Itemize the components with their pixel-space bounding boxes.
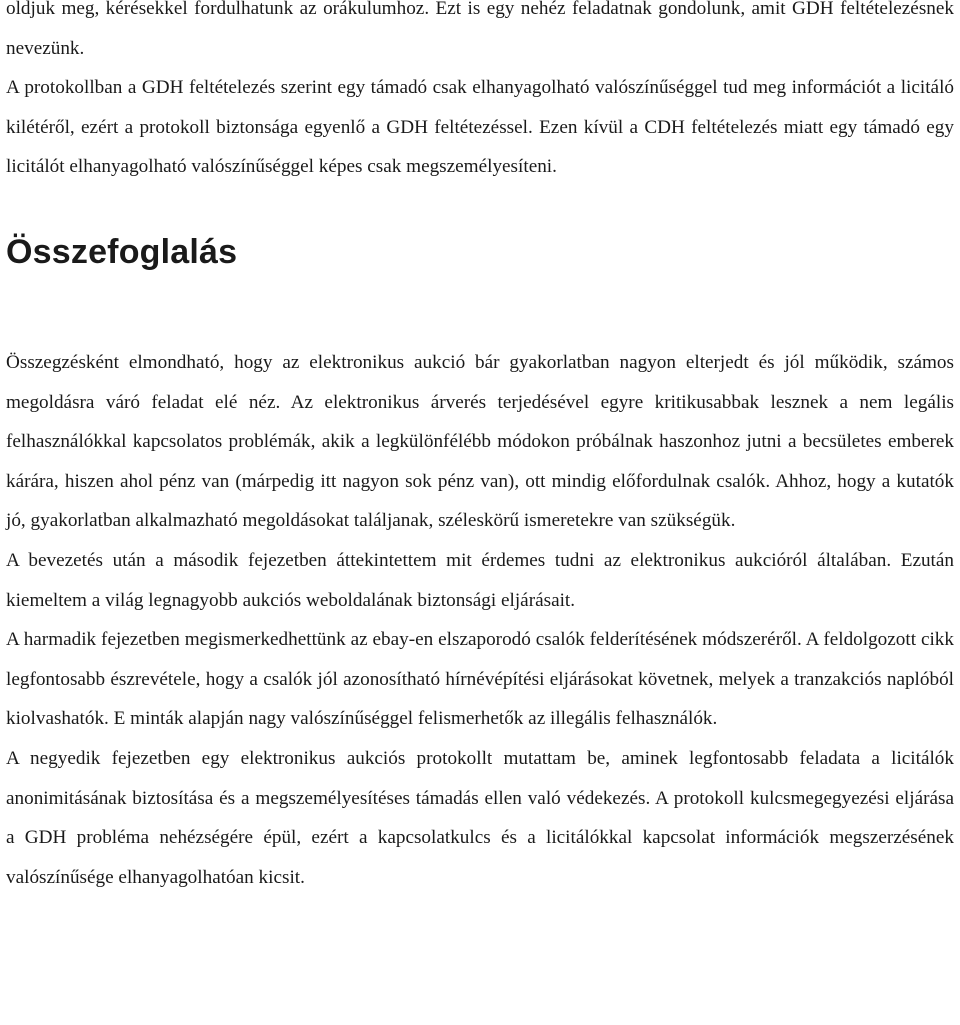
intro-paragraph-2: A protokollban a GDH feltételezés szerint egy támadó csak elhanyagolható valószínűséggel tud meg információt a licitáló kilétéről, ezért a protokoll biztonsága egyenlő a GDH feltétezéssel. Ezen kívül a CDH feltételezés miatt egy támadó egy licitálót elhanyagolható valószínűséggel képes csak megszemélyesíteni. xyxy=(6,77,954,178)
document-page xyxy=(6,0,954,897)
summary-paragraph-3: A harmadik fejezetben megismerkedhettünk az ebay-en elszaporodó csalók felderítésének módszeréről. A feldolgozott cikk legfontosabb észrevétele, hogy a csalók jól azonosítható hírnévépítési eljárásokat követnek, melyek a tranzakciós naplóból kiolvashatók. E minták alapján nagy valószínűséggel felismerhetők az illegális felhasználók. xyxy=(6,629,954,730)
section-title: Összefoglalás xyxy=(6,232,238,271)
intro-paragraph-1: oldjuk meg, kérésekkel fordulhatunk az orákulumhoz. Ezt is egy nehéz feladatnak gondolunk, amit GDH feltételezésnek nevezünk. xyxy=(6,0,954,59)
summary-paragraph-4: A negyedik fejezetben egy elektronikus aukciós protokollt mutattam be, aminek legfontosabb feladata a licitálók anonimitásának biztosítása és a megszemélyesítéses támadás ellen való védekezés. A protokoll kulcsmegegyezési eljárása a GDH probléma nehézségére épül, ezért a kapcsolatkulcs és a licitálókkal kapcsolat információk megszerzésének valószínűsége elhanyagolhatóan kicsit. xyxy=(6,747,954,888)
summary-paragraph-1: Összegzésként elmondható, hogy az elektronikus aukció bár gyakorlatban nagyon elterjedt és jól működik, számos megoldásra váró feladat elé néz. Az elektronikus árverés terjedésével egyre kritikusabbak lesznek a nem legális felhasználókkal kapcsolatos problémák, akik a legkülönfélébb módokon próbálnak haszonhoz jutni a becsületes emberek kárára, hiszen ahol pénz van (márpedig itt nagyon sok pénz van), ott mindig előfordulnak csalók. Ahhoz, hogy a kutatók jó, gyakorlatban alkalmazható megoldásokat találjanak, széleskörű ismeretekre van szükségük. xyxy=(6,351,954,532)
summary-section xyxy=(6,343,954,897)
summary-paragraph-2: A bevezetés után a második fejezetben áttekintettem mit érdemes tudni az elektronikus aukcióról általában. Ezután kiemeltem a világ legnagyobb aukciós weboldalának biztonsági eljárásait. xyxy=(6,549,954,611)
